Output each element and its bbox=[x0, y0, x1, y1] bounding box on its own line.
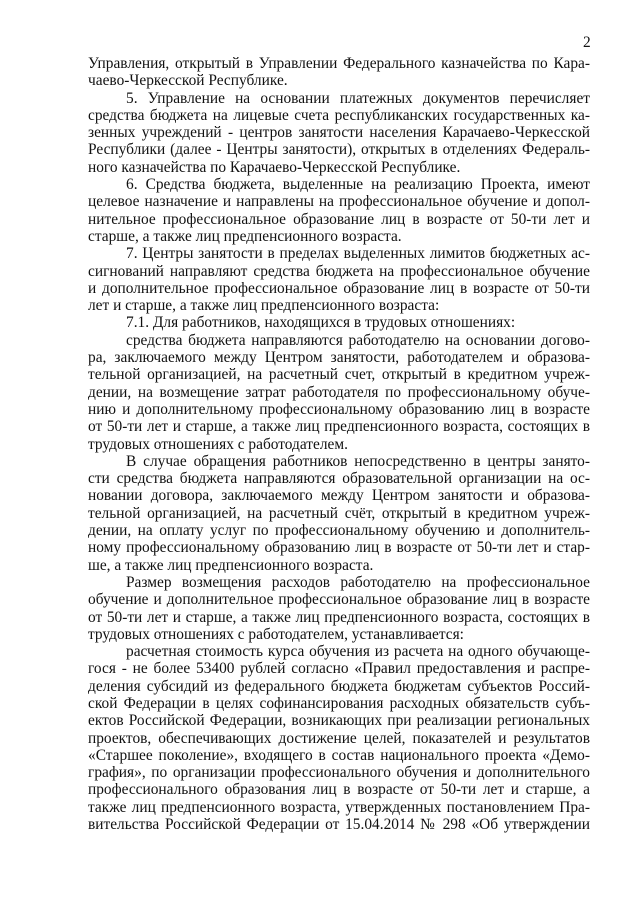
text-line: вительства Российской Федерации от 15.04.2014 № 298 «Об утверждении bbox=[88, 816, 590, 834]
text-line: также лиц предпенсионного возраста, утвержденных постановлением Пра- bbox=[88, 798, 590, 816]
text-line: Республики (далее - Центры занятости), открытых в отделениях Федераль- bbox=[88, 141, 590, 159]
text-line: нию и дополнительному профессиональному образованию лиц в возрасте bbox=[88, 400, 590, 418]
text-line: ного казначейства по Карачаево-Черкесской Республике. bbox=[88, 158, 461, 176]
paragraph bbox=[88, 90, 590, 176]
text-line: 7. Центры занятости в пределах выделенных лимитов бюджетных ас- bbox=[126, 245, 590, 263]
text-line: деления субсидий из федерального бюджета бюджетам субъектов Россий- bbox=[88, 677, 590, 695]
page-number: 2 bbox=[583, 34, 591, 51]
text-line: целевое назначение и направлены на профессиональное обучение и допол- bbox=[88, 193, 590, 211]
text-line: В случае обращения работников непосредственно в центры занято- bbox=[126, 452, 590, 470]
text-line: трудовых отношениях с работодателем, устанавливается: bbox=[88, 625, 464, 643]
text-line: гося - не более 53400 рублей согласно «Правил предоставления и распре- bbox=[88, 660, 590, 678]
text-line: дении, на оплату услуг по профессиональному обучению и дополнитель- bbox=[88, 522, 590, 540]
paragraph bbox=[88, 314, 590, 331]
text-line: Управления, открытый в Управлении Федерального казначейства по Кара- bbox=[88, 55, 590, 72]
paragraph bbox=[88, 176, 590, 245]
text-line: 5. Управление на основании платежных документов перечисляет bbox=[126, 89, 590, 107]
text-line: графия», по организации профессионального обучения и дополнительного bbox=[88, 764, 590, 782]
document-body bbox=[88, 55, 590, 833]
text-line: новании договора, заключаемого между Центром занятости и образова- bbox=[88, 487, 590, 505]
text-line: лет и старше, а также лиц предпенсионного возраста: bbox=[88, 297, 440, 315]
text-line: обучение и дополнительное профессиональное образование лиц в возрасте bbox=[88, 591, 590, 609]
paragraph bbox=[88, 643, 590, 833]
text-line: ектов Российской Федерации, возникающих при реализации региональных bbox=[88, 712, 590, 730]
text-line: зенных учреждений - центров занятости населения Карачаево-Черкесской bbox=[88, 124, 590, 142]
text-line: сти средства бюджета направляются образовательной организации на ос- bbox=[88, 470, 590, 488]
text-line: средства бюджета направляются работодателю на основании догово- bbox=[126, 331, 590, 349]
text-line: старше, а также лиц предпенсионного возраста. bbox=[88, 227, 402, 245]
text-line: 7.1. Для работников, находящихся в трудовых отношениях: bbox=[126, 314, 516, 332]
text-line: средства бюджета на лицевые счета республиканских государственных ка- bbox=[88, 106, 590, 124]
text-line: от 50-ти лет и старше, а также лиц предпенсионного возраста, состоящих в bbox=[88, 418, 590, 436]
paragraph bbox=[88, 245, 590, 314]
text-line: тельной организацией, на расчетный счёт, открытый в кредитном учреж- bbox=[88, 504, 590, 522]
text-line: ра, заключаемого между Центром занятости, работодателем и образова- bbox=[88, 349, 590, 367]
paragraph bbox=[88, 453, 590, 574]
text-line: и дополнительное профессиональное образование лиц в возрасте от 50-ти bbox=[88, 279, 590, 297]
paragraph bbox=[88, 574, 590, 643]
text-line: проектов, обеспечивающих достижение целей, показателей и результатов bbox=[88, 729, 590, 747]
text-line: «Старшее поколение», входящего в состав национального проекта «Демо- bbox=[88, 746, 590, 764]
text-line: сигнований направляют средства бюджета на профессиональное обучение bbox=[88, 262, 590, 280]
text-line: нительное профессиональное образование лиц в возрасте от 50-ти лет и bbox=[88, 210, 590, 228]
text-line: 6. Средства бюджета, выделенные на реализацию Проекта, имеют bbox=[126, 176, 590, 194]
text-line: расчетная стоимость курса обучения из расчета на одного обучающе- bbox=[126, 643, 590, 661]
text-line: дении, на возмещение затрат работодателя по профессиональному обуче- bbox=[88, 383, 590, 401]
text-line: профессионального образования лиц в возрасте от 50-ти лет и старше, а bbox=[88, 781, 590, 799]
text-line: ской Федерации в целях софинансирования расходных обязательств субъ- bbox=[88, 694, 590, 712]
text-line: Размер возмещения расходов работодателю на профессиональное bbox=[126, 573, 590, 591]
text-line: чаево-Черкесской Республике. bbox=[88, 72, 288, 90]
text-line: ше, а также лиц предпенсионного возраста. bbox=[88, 556, 374, 574]
paragraph bbox=[88, 55, 590, 90]
paragraph bbox=[88, 332, 590, 453]
text-line: от 50-ти лет и старше, а также лиц предпенсионного возраста, состоящих в bbox=[88, 608, 590, 626]
text-line: ному профессиональному образованию лиц в возрасте от 50-ти лет и стар- bbox=[88, 539, 590, 557]
text-line: тельной организацией, на расчетный счет, открытый в кредитном учреж- bbox=[88, 366, 590, 384]
text-line: трудовых отношениях с работодателем. bbox=[88, 435, 348, 453]
